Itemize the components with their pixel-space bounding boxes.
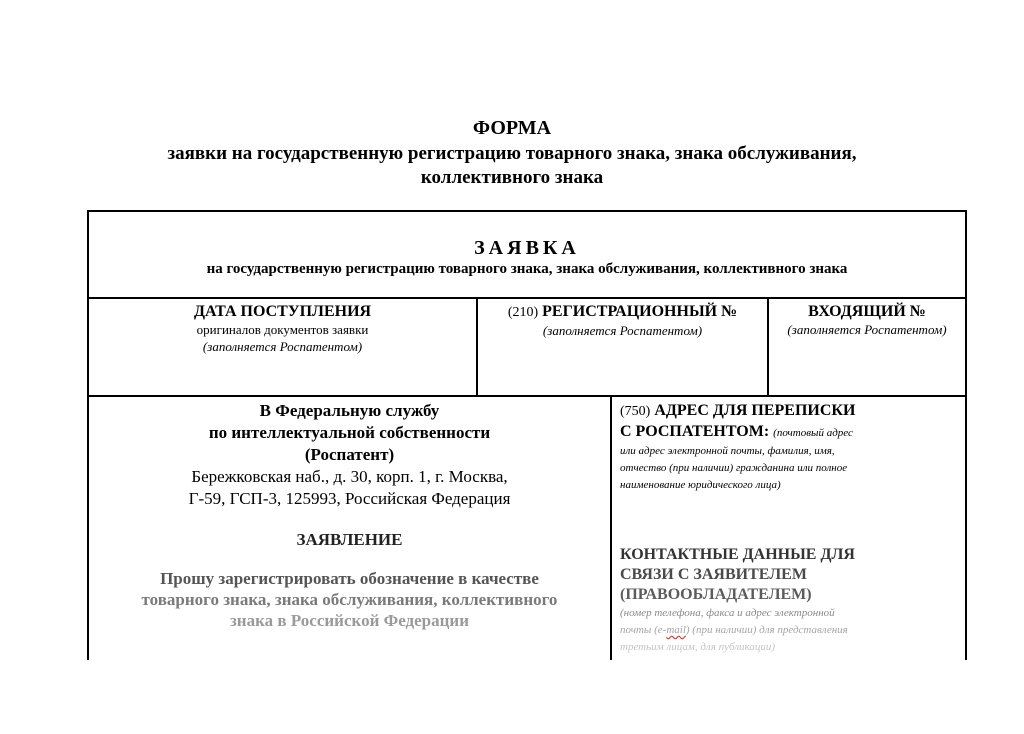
form-subtitle-line1: заявки на государственную регистрацию товарного знака, знака обслуживания,	[167, 143, 857, 164]
contacts-note2-a: почты (e-	[620, 624, 667, 636]
incoming-number-cell	[769, 302, 965, 338]
table-divider-col3	[610, 395, 612, 660]
statement-line1: Прошу зарегистрировать обозначение в качестве	[160, 569, 539, 588]
contacts-block	[620, 545, 964, 656]
table-divider-row1	[87, 297, 967, 299]
statement-line3: знака в Российской Федерации	[229, 611, 470, 630]
receipt-date-note: (заполняется Роспатентом)	[202, 339, 363, 354]
reg-number-title: РЕГИСТРАЦИОННЫЙ №	[542, 303, 738, 320]
reg-number-cell	[478, 302, 767, 339]
addressee-line2: по интеллектуальной собственности	[208, 423, 491, 442]
receipt-date-cell	[89, 302, 476, 355]
contacts-note2-mail: mail	[666, 624, 686, 636]
table-border-right	[965, 210, 967, 660]
correspondence-note3: отчество (при наличии) гражданина или полное	[620, 462, 848, 474]
receipt-date-line1: оригиналов документов заявки	[196, 322, 369, 337]
form-subtitle-line2: коллективного знака	[420, 167, 604, 188]
reg-number-note: (заполняется Роспатентом)	[542, 323, 703, 338]
correspondence-note4: наименование юридического лица)	[620, 479, 781, 491]
addressee-line3: (Роспатент)	[304, 445, 395, 464]
contacts-note2	[620, 622, 964, 639]
contacts-title1: КОНТАКТНЫЕ ДАННЫЕ ДЛЯ	[620, 546, 855, 563]
addressee-block	[89, 400, 610, 510]
correspondence-block	[620, 401, 964, 494]
contacts-title3: (ПРАВООБЛАДАТЕЛЕМ)	[620, 586, 812, 603]
statement-heading: ЗАЯВЛЕНИЕ	[296, 530, 403, 549]
application-subheading: на государственную регистрацию товарного знака, знака обслуживания, коллективного знака	[206, 261, 848, 277]
addressee-line1: В Федеральную службу	[259, 401, 440, 420]
correspondence-code: (750)	[620, 404, 651, 419]
statement-body	[89, 568, 610, 631]
addressee-address2: Г-59, ГСП-3, 125993, Российская Федерация	[188, 489, 511, 508]
contacts-note3: третьим лицам, для публикации)	[620, 641, 776, 653]
correspondence-note-inline: (почтовый адрес	[773, 427, 853, 439]
application-heading: ЗАЯВКА	[474, 237, 580, 259]
form-title: ФОРМА	[472, 117, 552, 139]
addressee-address1: Бережковская наб., д. 30, корп. 1, г. Москва,	[191, 467, 508, 486]
incoming-number-title: ВХОДЯЩИЙ №	[808, 303, 926, 320]
reg-number-code: (210)	[507, 305, 539, 320]
table-border-top	[87, 210, 967, 212]
contacts-note2-c: ) (при наличии) для представления	[685, 624, 848, 636]
statement-line2: товарного знака, знака обслуживания, коллективного	[141, 590, 558, 609]
contacts-title2: СВЯЗИ С ЗАЯВИТЕЛЕМ	[620, 566, 807, 583]
incoming-number-note: (заполняется Роспатентом)	[787, 322, 947, 337]
correspondence-note2: или адрес электронной почты, фамилия, имя,	[620, 445, 835, 457]
receipt-date-title: ДАТА ПОСТУПЛЕНИЯ	[193, 303, 372, 320]
table-divider-row2	[87, 395, 967, 397]
correspondence-title2: С РОСПАТЕНТОМ:	[620, 423, 770, 440]
correspondence-title1: АДРЕС ДЛЯ ПЕРЕПИСКИ	[654, 402, 856, 419]
contacts-note1: (номер телефона, факса и адрес электронной	[620, 607, 835, 619]
